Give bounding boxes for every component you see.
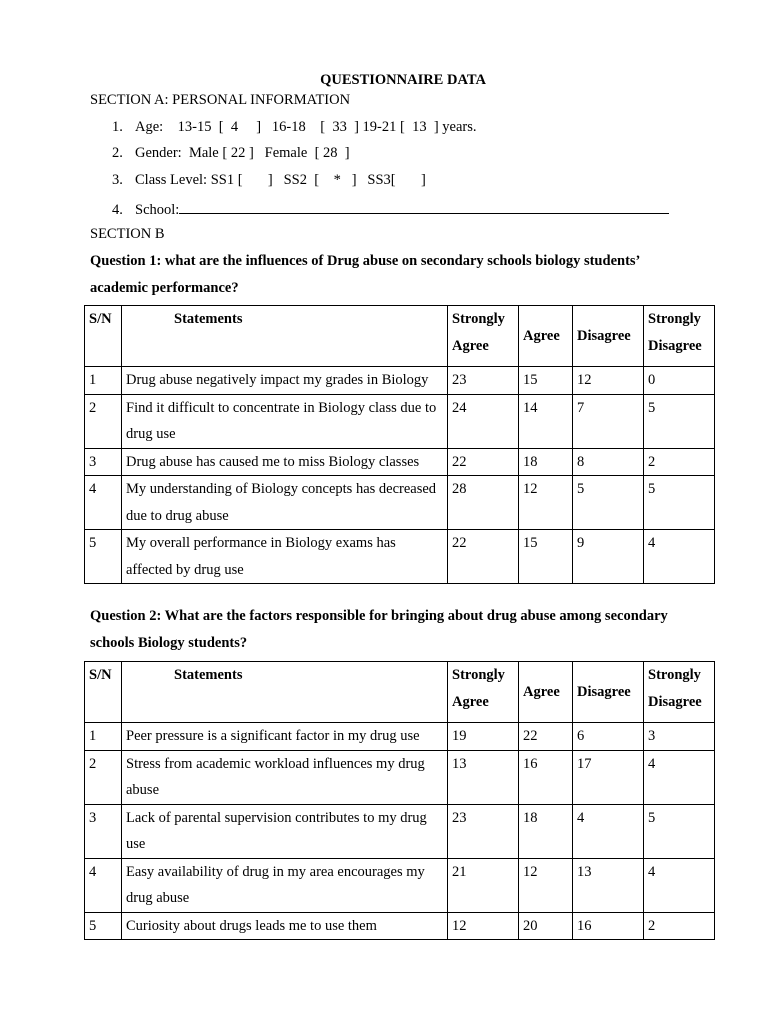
- agree-cell: 18: [519, 448, 573, 476]
- page-title: QUESTIONNAIRE DATA: [320, 72, 486, 88]
- table-row: [85, 394, 715, 448]
- strongly-agree-cell: 21: [448, 858, 519, 912]
- statement-cell: My overall performance in Biology exams has affected by drug use: [122, 530, 448, 584]
- class-level-text: Class Level: SS1 [ ] SS2 [ * ] SS3[ ]: [135, 172, 426, 188]
- sn-cell: 1: [85, 367, 122, 395]
- sn-cell: 5: [85, 912, 122, 940]
- statement-cell: Find it difficult to concentrate in Biology class due to drug use: [122, 394, 448, 448]
- sn-cell: 1: [85, 723, 122, 751]
- header-disagree: Disagree: [573, 662, 644, 723]
- statement-cell: Drug abuse has caused me to miss Biology classes: [122, 448, 448, 476]
- header-sn: S/N: [85, 306, 122, 367]
- strongly-agree-cell: 24: [448, 394, 519, 448]
- strongly-agree-cell: 19: [448, 723, 519, 751]
- age-item: [112, 119, 477, 136]
- school-item: [112, 199, 669, 219]
- sn-cell: 2: [85, 394, 122, 448]
- disagree-cell: 7: [573, 394, 644, 448]
- statement-cell: My understanding of Biology concepts has decreased due to drug abuse: [122, 476, 448, 530]
- header-strongly-disagree: Strongly Disagree: [644, 662, 715, 723]
- strongly-agree-cell: 12: [448, 912, 519, 940]
- header-agree: Agree: [519, 662, 573, 723]
- statement-cell: Stress from academic workload influences my drug abuse: [122, 750, 448, 804]
- agree-cell: 15: [519, 530, 573, 584]
- table-row: [85, 476, 715, 530]
- strongly-disagree-cell: 5: [644, 394, 715, 448]
- header-sn: S/N: [85, 662, 122, 723]
- disagree-cell: 12: [573, 367, 644, 395]
- strongly-agree-cell: 23: [448, 367, 519, 395]
- statement-cell: Peer pressure is a significant factor in my drug use: [122, 723, 448, 751]
- strongly-agree-cell: 23: [448, 804, 519, 858]
- strongly-agree-cell: 22: [448, 448, 519, 476]
- header-agree: Agree: [519, 306, 573, 367]
- strongly-disagree-cell: 2: [644, 912, 715, 940]
- item-number: 2.: [112, 145, 123, 161]
- strongly-disagree-cell: 5: [644, 476, 715, 530]
- statement-cell: Lack of parental supervision contributes to my drug use: [122, 804, 448, 858]
- sn-cell: 5: [85, 530, 122, 584]
- question-1-table: [84, 305, 715, 584]
- disagree-cell: 17: [573, 750, 644, 804]
- question-2-title: Question 2: What are the factors responsible for bringing about drug abuse among secondary schools Biology students?: [90, 608, 668, 651]
- disagree-cell: 9: [573, 530, 644, 584]
- strongly-disagree-cell: 4: [644, 858, 715, 912]
- disagree-cell: 8: [573, 448, 644, 476]
- header-strongly-agree: Strongly Agree: [448, 306, 519, 367]
- strongly-disagree-cell: 5: [644, 804, 715, 858]
- agree-cell: 12: [519, 476, 573, 530]
- question-1-title: Question 1: what are the influences of Drug abuse on secondary schools biology students’ academic performance?: [90, 253, 640, 296]
- section-a-heading: SECTION A: PERSONAL INFORMATION: [90, 92, 351, 108]
- item-number: 4.: [112, 202, 123, 218]
- table-row: [85, 912, 715, 940]
- agree-cell: 15: [519, 367, 573, 395]
- strongly-agree-cell: 22: [448, 530, 519, 584]
- agree-cell: 22: [519, 723, 573, 751]
- disagree-cell: 4: [573, 804, 644, 858]
- table-row: [85, 723, 715, 751]
- section-b-heading: SECTION B: [90, 226, 165, 242]
- disagree-cell: 13: [573, 858, 644, 912]
- strongly-agree-cell: 28: [448, 476, 519, 530]
- statement-cell: Drug abuse negatively impact my grades in Biology: [122, 367, 448, 395]
- header-statements: Statements: [122, 662, 448, 723]
- table-row: [85, 858, 715, 912]
- header-statements: Statements: [122, 306, 448, 367]
- strongly-disagree-cell: 4: [644, 530, 715, 584]
- strongly-disagree-cell: 0: [644, 367, 715, 395]
- item-number: 3.: [112, 172, 123, 188]
- table-row: [85, 448, 715, 476]
- strongly-disagree-cell: 3: [644, 723, 715, 751]
- sn-cell: 3: [85, 448, 122, 476]
- sn-cell: 4: [85, 476, 122, 530]
- statement-cell: Curiosity about drugs leads me to use them: [122, 912, 448, 940]
- sn-cell: 2: [85, 750, 122, 804]
- school-label: School:: [135, 202, 180, 218]
- header-disagree: Disagree: [573, 306, 644, 367]
- class-level-item: [112, 172, 426, 189]
- sn-cell: 3: [85, 804, 122, 858]
- agree-cell: 20: [519, 912, 573, 940]
- table-row: [85, 750, 715, 804]
- agree-cell: 18: [519, 804, 573, 858]
- strongly-disagree-cell: 4: [644, 750, 715, 804]
- strongly-agree-cell: 13: [448, 750, 519, 804]
- gender-item: [112, 145, 350, 162]
- table-row: [85, 367, 715, 395]
- item-number: 1.: [112, 119, 123, 135]
- gender-text: Gender: Male [ 22 ] Female [ 28 ]: [135, 145, 350, 161]
- disagree-cell: 16: [573, 912, 644, 940]
- question-2-table: [84, 661, 715, 940]
- table-row: [85, 530, 715, 584]
- statement-cell: Easy availability of drug in my area encourages my drug abuse: [122, 858, 448, 912]
- agree-cell: 14: [519, 394, 573, 448]
- agree-cell: 16: [519, 750, 573, 804]
- header-strongly-disagree: Strongly Disagree: [644, 306, 715, 367]
- age-text: Age: 13-15 [ 4 ] 16-18 [ 33 ] 19-21 [ 13 ] years.: [135, 119, 477, 135]
- table-row: [85, 804, 715, 858]
- agree-cell: 12: [519, 858, 573, 912]
- school-blank-line: [179, 199, 669, 214]
- disagree-cell: 5: [573, 476, 644, 530]
- header-strongly-agree: Strongly Agree: [448, 662, 519, 723]
- disagree-cell: 6: [573, 723, 644, 751]
- strongly-disagree-cell: 2: [644, 448, 715, 476]
- sn-cell: 4: [85, 858, 122, 912]
